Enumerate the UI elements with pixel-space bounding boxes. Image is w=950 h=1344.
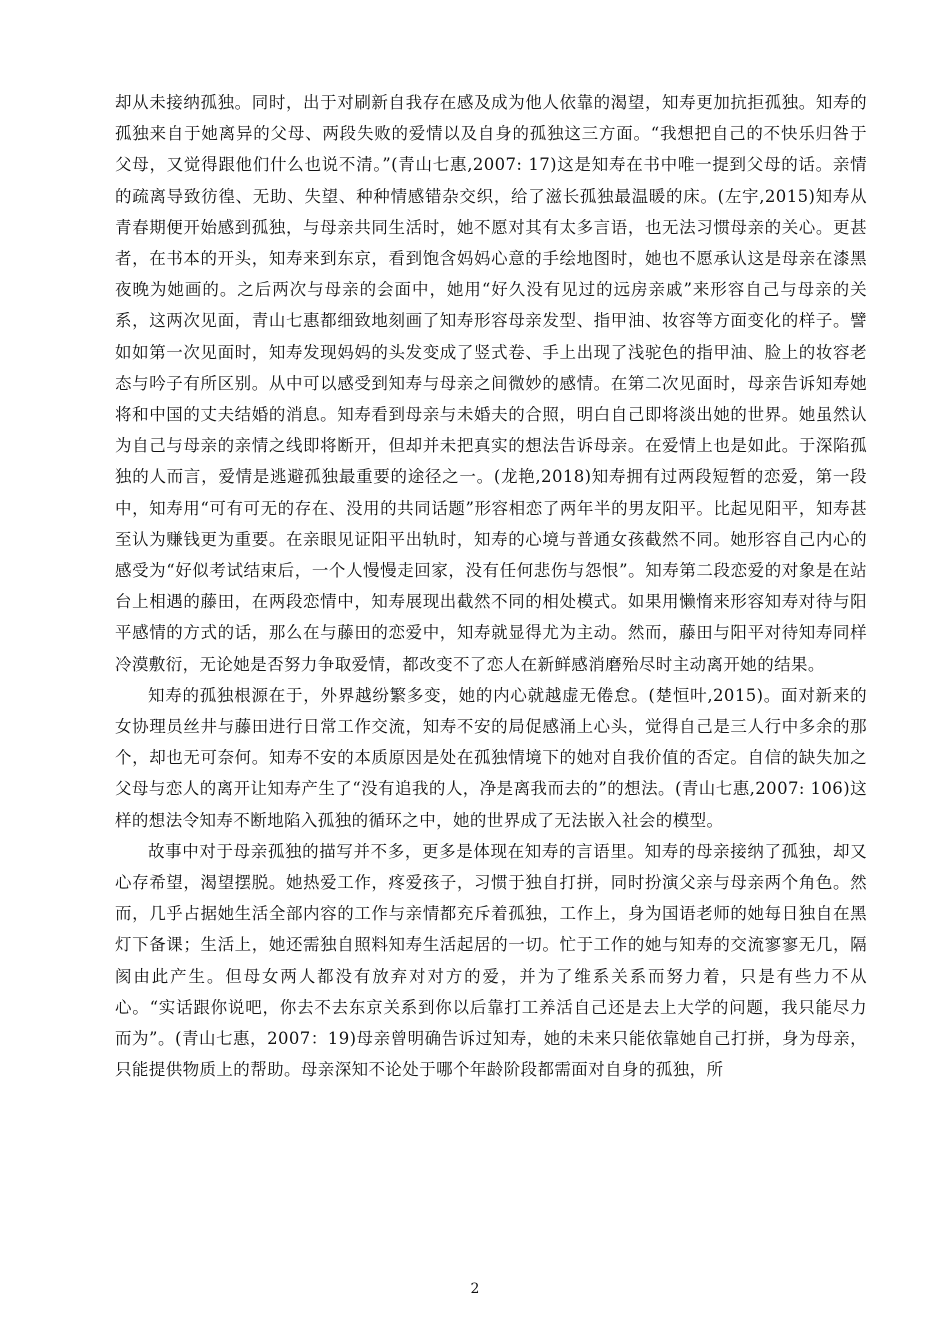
paragraph: 知寿的孤独根源在于，外界越纷繁多变，她的内心就越虚无倦怠。(楚恒叶,2015)。面对新来的女协理员丝井与藤田进行日常工作交流，知寿不安的局促感涌上心头，觉得自己是三人行中多余的那个，却也无可奈何。知寿不安的本质原因是处在孤独情境下的她对自我价值的否定。自信的缺失加之父母与恋人的离开让知寿产生了“没有追我的人，净是离我而去的”的想法。(青山七惠,2007: 106)这样的想法令知寿不断地陷入孤独的循环之中，她的世界成了无法嵌入社会的模型。 <box>115 685 867 830</box>
page-number: 2 <box>470 1281 480 1297</box>
paragraph: 却从未接纳孤独。同时，出于对刷新自我存在感及成为他人依靠的渴望，知寿更加抗拒孤独。知寿的孤独来自于她离异的父母、两段失败的爱情以及自身的孤独这三方面。“我想把自己的不快乐归咎于父母，又觉得跟他们什么也说不清。”(青山七惠,2007: 17)这是知寿在书中唯一提到父母的话。亲情的疏离导致彷徨、无助、失望、种种情感错杂交织，给了滋长孤独最温暖的床。(左宇,2015)知寿从青春期便开始感到孤独，与母亲共同生活时，她不愿对其有太多言语，也无法习惯母亲的关心。更甚者，在书本的开头，知寿来到东京，看到饱含妈妈心意的手绘地图时，她也不愿承认这是母亲在漆黑夜晚为她画的。之后两次与母亲的会面中，她用“好久没有见过的远房亲戚”来形容自己与母亲的关系，这两次见面，青山七惠都细致地刻画了知寿形容母亲发型、指甲油、妆容等方面变化的样子。譬如如第一次见面时，知寿发现妈妈的头发变成了竖式卷、手上出现了浅驼色的指甲油、脸上的妆容老态与吟子有所区别。从中可以感受到知寿与母亲之间微妙的感情。在第二次见面时，母亲告诉知寿她将和中国的丈夫结婚的消息。知寿看到母亲与未婚夫的合照，明白自己即将淡出她的世界。她虽然认为自己与母亲的亲情之线即将断开，但却并未把真实的想法告诉母亲。在爱情上也是如此。于深陷孤独的人而言，爱情是逃避孤独最重要的途径之一。(龙艳,2018)知寿拥有过两段短暂的恋爱，第一段中，知寿用“可有可无的存在、没用的共同话题”形容相恋了两年半的男友阳平。比起见阳平，知寿甚至认为赚钱更为重要。在亲眼见证阳平出轨时，知寿的心境与普通女孩截然不同。她形容自己内心的感受为“好似考试结束后，一个人慢慢走回家，没有任何悲伤与怨恨”。知寿第二段恋爱的对象是在站台上相遇的藤田，在两段恋情中，知寿展现出截然不同的相处模式。如果用懒惰来形容知寿对待与阳平感情的方式的话，那么在与藤田的恋爱中，知寿就显得尤为主动。然而，藤田与阳平对待知寿同样冷漠敷衍，无论她是否努力争取爱情，都改变不了恋人在新鲜感消磨殆尽时主动离开她的结果。 <box>115 93 867 674</box>
body-text <box>115 87 867 1086</box>
paragraph: 故事中对于母亲孤独的描写并不多，更多是体现在知寿的言语里。知寿的母亲接纳了孤独，却又心存希望，渴望摆脱。她热爱工作，疼爱孩子，习惯于独自打拼，同时扮演父亲与母亲两个角色。然而，几乎占据她生活全部内容的工作与亲情都充斥着孤独，工作上，身为国语老师的她每日独自在黑灯下备课；生活上，她还需独自照料知寿生活起居的一切。忙于工作的她与知寿的交流寥寥无几，隔阂由此产生。但母女两人都没有放弃对对方的爱，并为了维系关系而努力着，只是有些力不从心。“实话跟你说吧，你去不去东京关系到你以后靠打工养活自己还是去上大学的问题，我只能尽力而为”。(青山七惠，2007：19)母亲曾明确告诉过知寿，她的未来只能依靠她自己打拼，身为母亲，只能提供物质上的帮助。母亲深知不论处于哪个年龄阶段都需面对自身的孤独，所 <box>115 841 867 1080</box>
